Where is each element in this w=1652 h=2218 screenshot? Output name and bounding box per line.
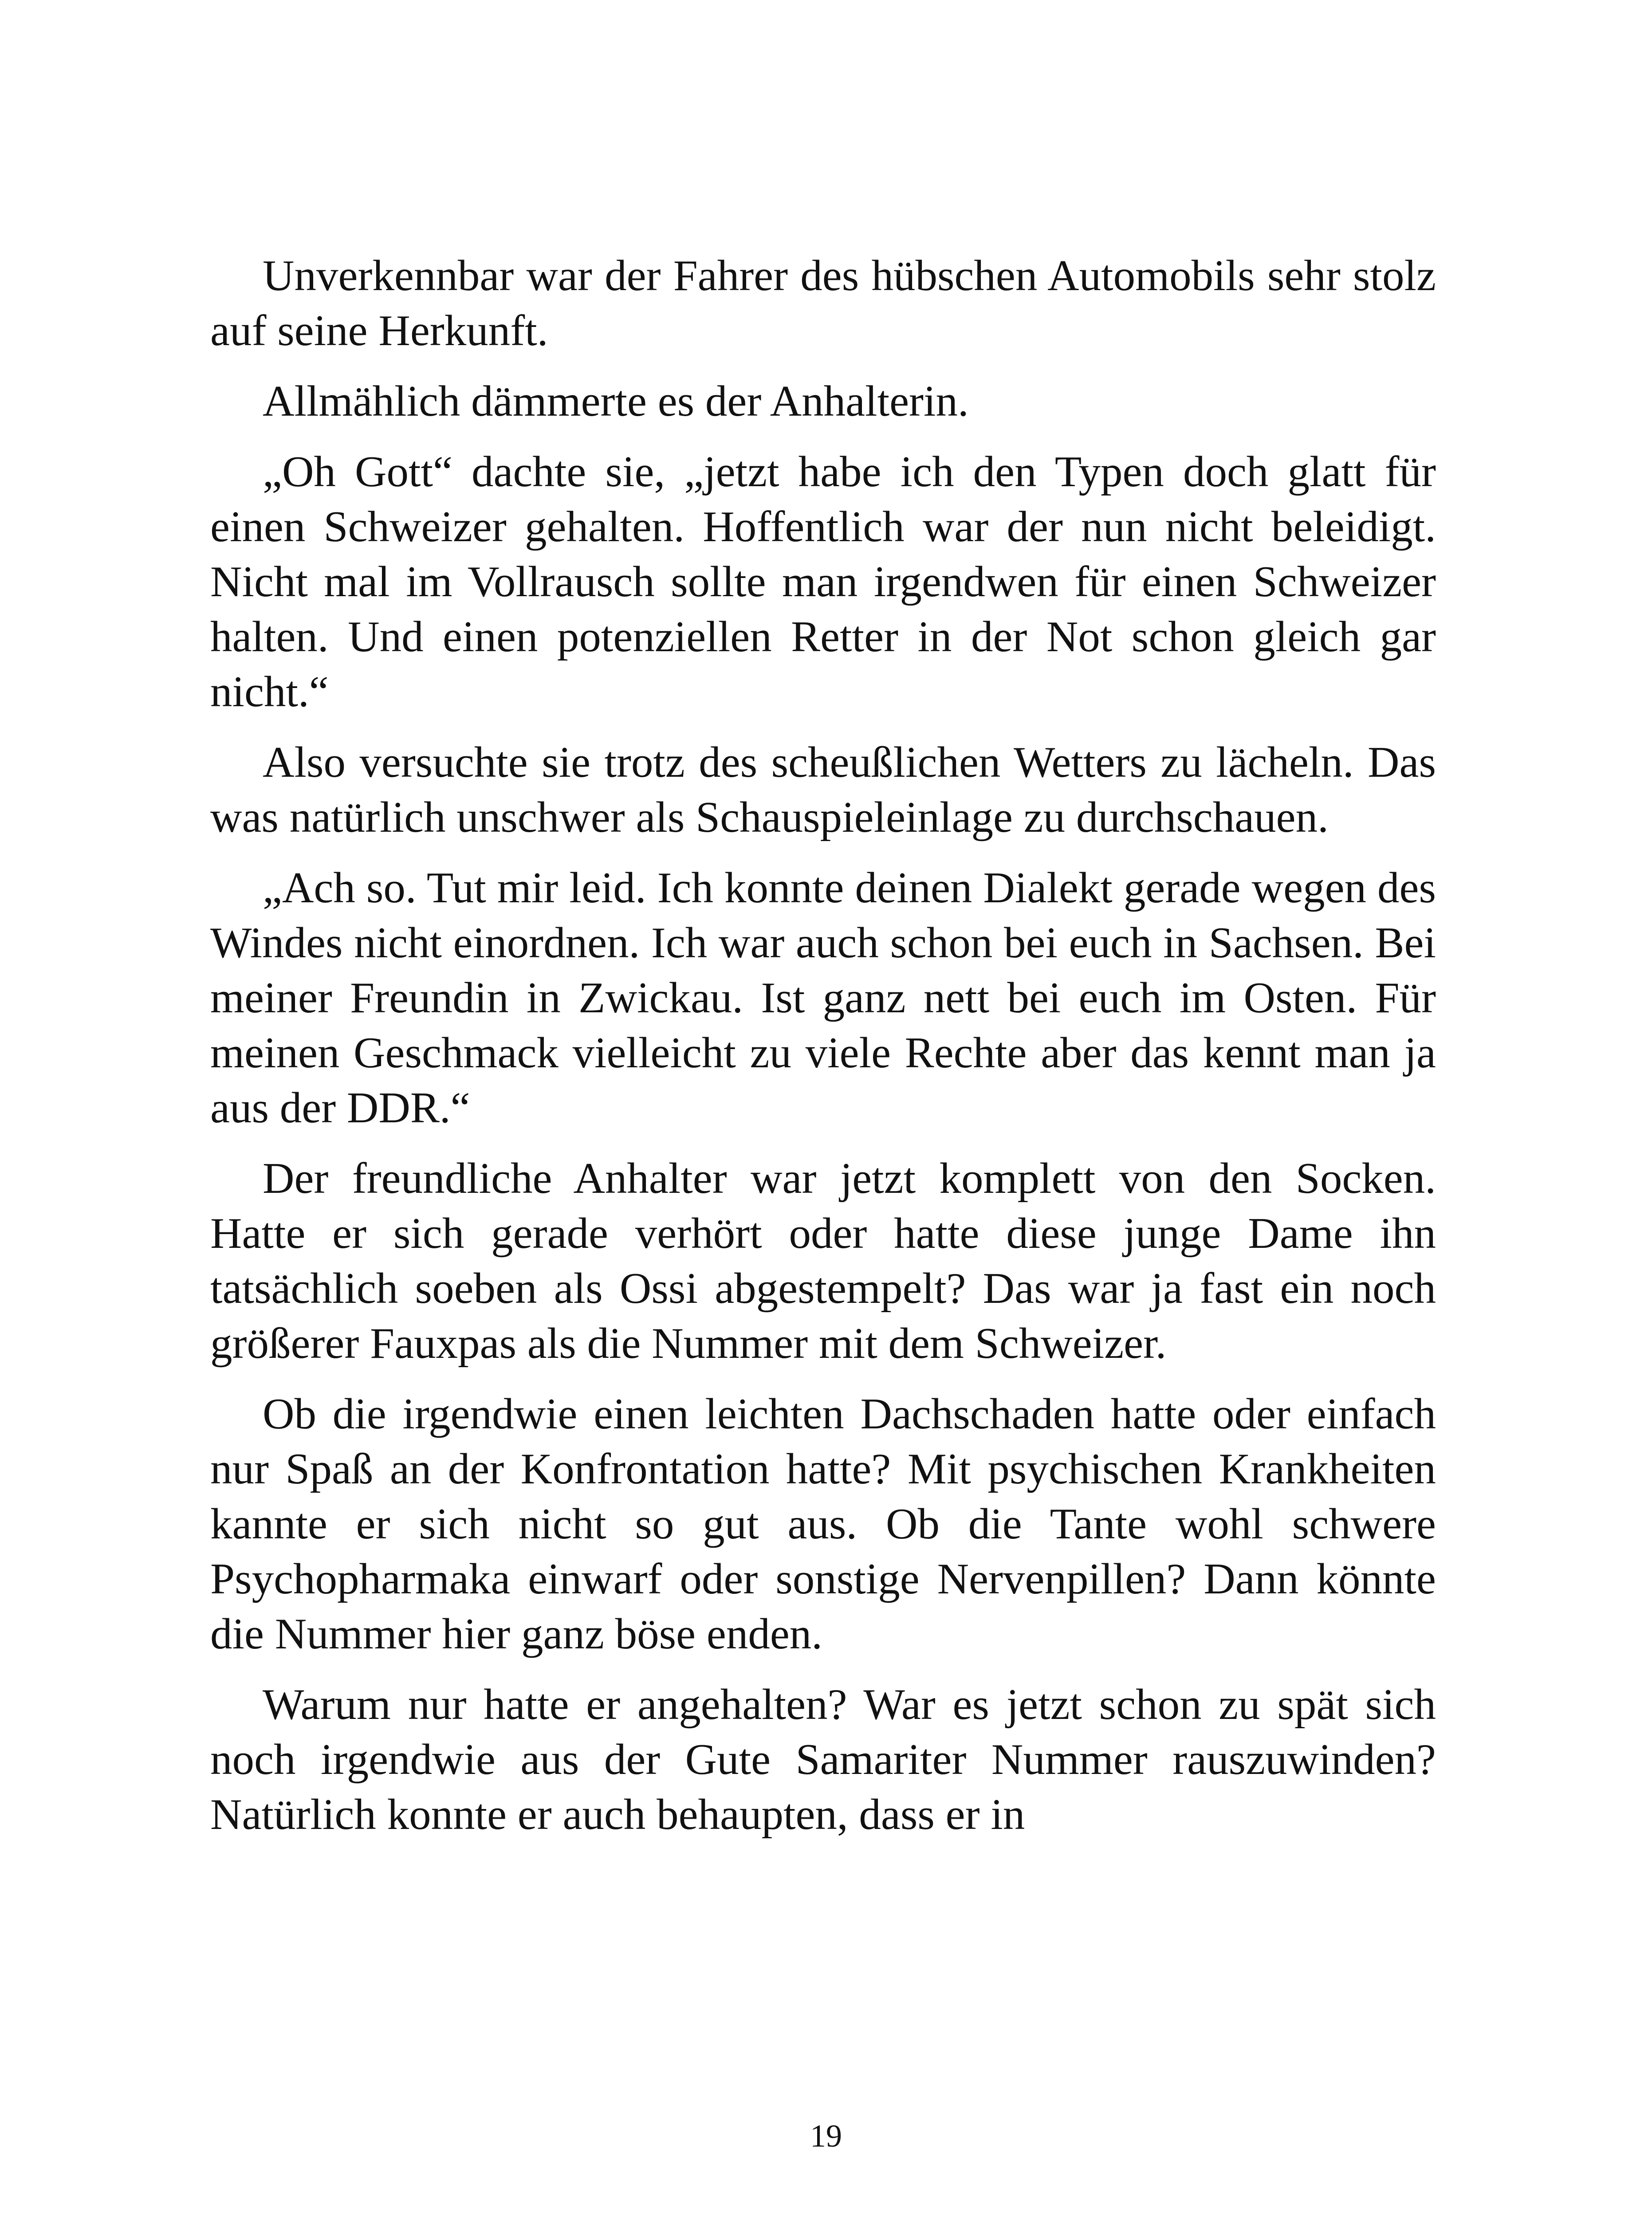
paragraph-7: Ob die irgendwie einen leichten Dachschaden hatte oder einfach nur Spaß an der Konfrontation hatte? Mit psychischen Krankheiten kannte er sich nicht so gut aus. Ob die Tante wohl schwere Psychopharmaka einwarf oder sonstige Nervenpillen? Dann könnte die Nummer hier ganz böse enden.: [210, 1390, 1436, 1658]
paragraph-6: Der freundliche Anhalter war jetzt komplett von den Socken. Hatte er sich gerade verhört oder hatte diese junge Dame ihn tatsächlich soeben als Ossi abgestempelt? Das war ja fast ein noch größerer Fauxpas als die Nummer mit dem Schweizer.: [210, 1154, 1436, 1368]
paragraph-4: Also versuchte sie trotz des scheußlichen Wetters zu lächeln. Das was natürlich unschwer als Schauspieleinlage zu durchschauen.: [210, 738, 1436, 842]
body-text: [210, 248, 1436, 1858]
paragraph-5: „Ach so. Tut mir leid. Ich konnte deinen Dialekt gerade wegen des Windes nicht einordnen. Ich war auch schon bei euch in Sachsen. Bei meiner Freundin in Zwickau. Ist ganz nett bei euch im Osten. Für meinen Geschmack vielleicht zu viele Rechte aber das kennt man ja aus der DDR.“: [210, 864, 1436, 1132]
page-number: 19: [810, 2118, 842, 2154]
paragraph-2: Allmählich dämmerte es der Anhalterin.: [263, 377, 969, 425]
paragraph-3: „Oh Gott“ dachte sie, „jetzt habe ich den Typen doch glatt für einen Schweizer gehalten. Hoffentlich war der nun nicht beleidigt. Nicht mal im Vollrausch sollte man irgendwen für einen Schweizer halten. Und einen potenziellen Retter in der Not schon gleich gar nicht.“: [210, 448, 1436, 716]
paragraph-8: Warum nur hatte er angehalten? War es jetzt schon zu spät sich noch irgendwie aus der Gute Samariter Nummer rauszuwinden? Natürlich konnte er auch behaupten, dass er in: [210, 1680, 1436, 1839]
paragraph-1: Unverkennbar war der Fahrer des hübschen Automobils sehr stolz auf seine Herkunft.: [210, 252, 1436, 355]
